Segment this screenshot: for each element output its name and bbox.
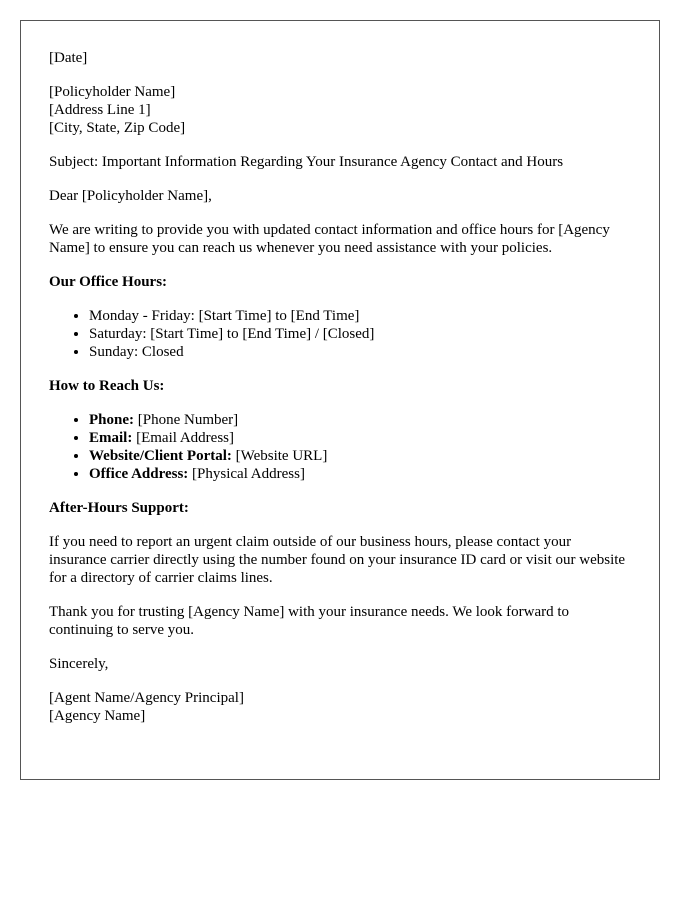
signature-name: [Agent Name/Agency Principal] xyxy=(49,690,244,706)
contact-value: [Physical Address] xyxy=(188,466,305,482)
recipient-address-line1: [Address Line 1] xyxy=(49,102,151,118)
signature-block xyxy=(49,689,631,725)
contact-value: [Email Address] xyxy=(132,430,234,446)
recipient-city-state-zip: [City, State, Zip Code] xyxy=(49,120,186,136)
contact-label: Website/Client Portal: xyxy=(89,448,232,464)
subject-line: Subject: Important Information Regarding Your Insurance Agency Contact and Hours xyxy=(49,154,564,170)
date: [Date] xyxy=(49,50,88,66)
recipient-address xyxy=(49,83,631,137)
reach-us-heading: How to Reach Us: xyxy=(49,378,165,394)
closing-paragraph: Thank you for trusting [Agency Name] with your insurance needs. We look forward to continuing to serve you. xyxy=(49,604,570,638)
contact-label: Office Address: xyxy=(89,466,189,482)
salutation: Dear [Policyholder Name], xyxy=(49,188,212,204)
office-hours-heading: Our Office Hours: xyxy=(49,274,168,290)
office-hours-item: • Sunday: Closed xyxy=(89,343,631,361)
contact-value: [Phone Number] xyxy=(134,412,239,428)
contact-website xyxy=(89,447,631,465)
office-hours-list xyxy=(49,307,631,361)
signature-agency: [Agency Name] xyxy=(49,708,146,724)
intro-paragraph: We are writing to provide you with updated contact information and office hours for [Agency Name] to ensure you can reach us whenever you need assistance with your policies. xyxy=(49,222,610,256)
contact-email xyxy=(89,429,631,447)
after-hours-paragraph: If you need to report an urgent claim outside of our business hours, please contact your insurance carrier directly using the number found on your insurance ID card or visit our website for a directory of carrier claims lines. xyxy=(49,534,626,586)
office-hours-item: • Monday - Friday: [Start Time] to [End Time] xyxy=(89,307,631,325)
contact-label: Email: xyxy=(89,430,133,446)
office-hours-item: • Saturday: [Start Time] to [End Time] / [Closed] xyxy=(89,325,631,343)
after-hours-heading: After-Hours Support: xyxy=(49,500,189,516)
contact-label: Phone: xyxy=(89,412,134,428)
contact-phone xyxy=(89,411,631,429)
signoff: Sincerely, xyxy=(49,656,109,672)
contact-office-address xyxy=(89,465,631,483)
contact-value: [Website URL] xyxy=(231,448,328,464)
reach-us-list xyxy=(49,411,631,483)
recipient-name: [Policyholder Name] xyxy=(49,84,176,100)
letter xyxy=(20,20,660,780)
